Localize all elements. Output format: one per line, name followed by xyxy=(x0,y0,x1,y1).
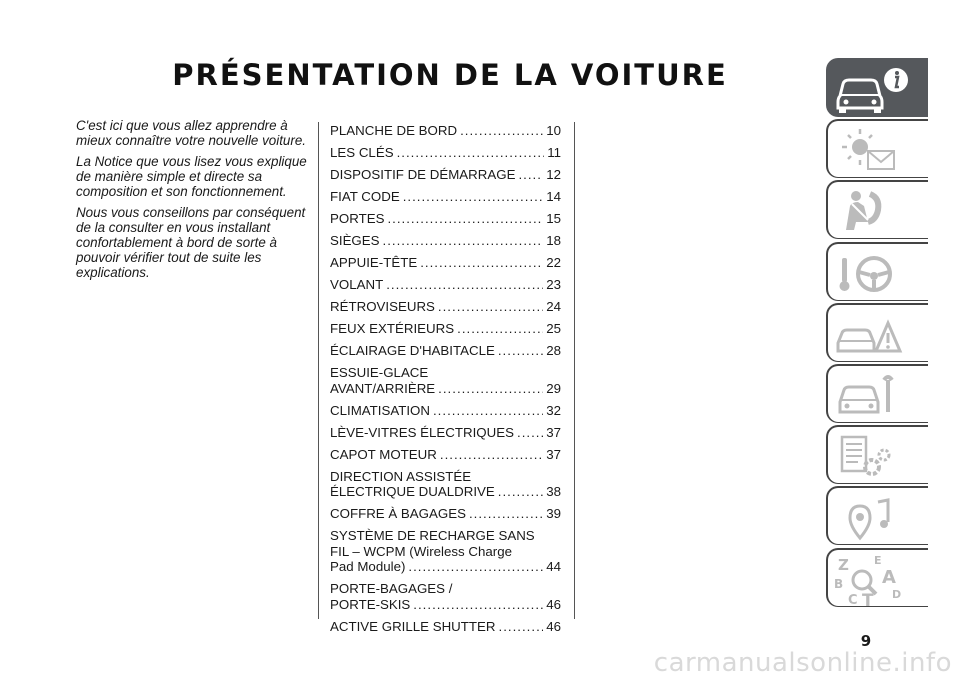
toc-entry-page: 24 xyxy=(546,299,561,314)
toc-leader-dots xyxy=(457,321,543,337)
toc-entry-page: 29 xyxy=(546,380,561,396)
toc-leader-dots xyxy=(438,299,543,315)
toc-entry-title-line: FIL – WCPM (Wireless Charge xyxy=(330,543,513,559)
toc-entry-line xyxy=(330,506,561,522)
column-divider-right xyxy=(574,122,575,619)
toc-leader-dots xyxy=(440,447,543,463)
toc-leader-dots xyxy=(433,403,543,419)
toc-leader-dots xyxy=(403,189,544,205)
toc-entry-line xyxy=(330,211,561,227)
chapter-tab-starting-driving[interactable] xyxy=(826,242,928,301)
toc-leader-dots xyxy=(438,381,543,397)
toc-leader-dots xyxy=(498,343,543,359)
svg-text:B: B xyxy=(834,576,844,591)
toc-entry-line xyxy=(330,484,561,500)
svg-text:C: C xyxy=(848,592,858,608)
specifications-gears-icon xyxy=(828,427,930,486)
page-title: PRÉSENTATION DE LA VOITURE xyxy=(172,58,728,92)
toc-entry-title: SIÈGES xyxy=(330,233,380,248)
svg-text:E: E xyxy=(874,553,882,567)
table-of-contents xyxy=(330,123,561,641)
toc-entry-page: 23 xyxy=(546,277,561,292)
toc-leader-dots xyxy=(460,123,543,139)
toc-entry-line xyxy=(330,619,561,635)
toc-leader-dots xyxy=(517,425,543,441)
toc-entry-title: LÈVE-VITRES ÉLECTRIQUES xyxy=(330,424,514,440)
intro-paragraph: La Notice que vous lisez vous explique de manière simple et directe sa composition et son fonctionnement. xyxy=(76,154,307,199)
toc-entry-line xyxy=(330,167,561,183)
chapter-tab-index[interactable] xyxy=(826,548,928,607)
multimedia-navigation-icon xyxy=(828,488,930,547)
toc-entry-page: 28 xyxy=(546,343,561,358)
toc-entry-line xyxy=(330,145,561,161)
toc-entry-title-line: DIRECTION ASSISTÉE xyxy=(330,468,472,484)
toc-entry[interactable] xyxy=(330,447,561,463)
toc-entry[interactable] xyxy=(330,619,561,635)
toc-entry-title: APPUIE-TÊTE xyxy=(330,255,418,270)
toc-entry-line xyxy=(330,255,561,271)
toc-entry-line xyxy=(330,597,561,613)
toc-entry-title: ÉCLAIRAGE D'HABITACLE xyxy=(330,343,495,358)
toc-entry[interactable] xyxy=(330,189,561,205)
toc-leader-dots xyxy=(498,484,543,500)
toc-entry[interactable] xyxy=(330,365,561,396)
toc-leader-dots xyxy=(469,506,543,522)
toc-entry-page: 22 xyxy=(546,255,561,270)
chapter-tab-technical-data[interactable] xyxy=(826,425,928,484)
toc-entry-line xyxy=(330,559,561,575)
warning-lights-message-icon xyxy=(828,121,930,180)
chapter-tab-warning-lights[interactable] xyxy=(826,119,928,178)
toc-entry-title: Pad Module) xyxy=(330,559,406,574)
intro-text xyxy=(76,118,308,286)
toc-entry-page: 14 xyxy=(546,189,561,204)
toc-entry-title-line: ESSUIE-GLACE xyxy=(330,365,429,380)
toc-entry-title: CLIMATISATION xyxy=(330,402,430,418)
toc-entry-title: ÉLECTRIQUE DUALDRIVE xyxy=(330,484,495,499)
toc-leader-dots xyxy=(386,277,543,293)
toc-entry-line xyxy=(330,277,561,293)
column-divider-left xyxy=(318,122,319,619)
toc-entry-page: 46 xyxy=(546,596,561,612)
toc-entry-page: 15 xyxy=(546,211,561,226)
toc-entry-title: PORTES xyxy=(330,211,385,226)
toc-leader-dots xyxy=(383,233,544,249)
toc-entry-title: PLANCHE DE BORD xyxy=(330,123,458,138)
toc-entry-page: 39 xyxy=(546,506,561,521)
svg-text:Z: Z xyxy=(838,555,849,574)
airbag-seat-icon xyxy=(828,182,930,241)
toc-entry[interactable] xyxy=(330,321,561,337)
toc-entry[interactable] xyxy=(330,123,561,139)
toc-entry-title-line: SYSTÈME DE RECHARGE SANS xyxy=(330,528,535,543)
toc-entry-page: 18 xyxy=(546,233,561,248)
toc-entry[interactable] xyxy=(330,233,561,249)
toc-entry-title-line: PORTE-BAGAGES / xyxy=(330,581,453,596)
car-info-icon xyxy=(826,58,928,117)
toc-entry-title: CAPOT MOTEUR xyxy=(330,446,437,462)
svg-text:T: T xyxy=(862,590,874,609)
toc-leader-dots xyxy=(397,145,545,161)
toc-entry[interactable] xyxy=(330,255,561,271)
toc-entry[interactable] xyxy=(330,277,561,293)
toc-entry[interactable] xyxy=(330,145,561,161)
toc-entry-title: AVANT/ARRIÈRE xyxy=(330,380,436,396)
toc-entry-page: 38 xyxy=(546,484,561,499)
toc-entry[interactable] xyxy=(330,403,561,419)
road-warning-icon xyxy=(828,305,930,364)
toc-entry-page: 32 xyxy=(546,402,561,418)
toc-entry-page: 44 xyxy=(546,559,561,574)
chapter-tab-safety[interactable] xyxy=(826,180,928,239)
chapter-tab-car-info[interactable] xyxy=(826,58,928,117)
toc-entry-title: ACTIVE GRILLE SHUTTER xyxy=(330,618,496,634)
intro-paragraph: C'est ici que vous allez apprendre à mieux connaître votre nouvelle voiture. xyxy=(76,118,306,148)
toc-entry-line xyxy=(330,189,561,205)
toc-entry-line xyxy=(330,425,561,441)
toc-entry[interactable] xyxy=(330,528,561,575)
toc-entry-title: RÉTROVISEURS xyxy=(330,299,435,314)
toc-leader-dots xyxy=(413,597,543,613)
toc-entry-title: VOLANT xyxy=(330,277,384,292)
key-steering-wheel-icon xyxy=(828,244,930,303)
toc-leader-dots xyxy=(499,619,544,635)
toc-entry-page: 10 xyxy=(546,123,561,138)
toc-entry-title: PORTE-SKIS xyxy=(330,596,411,612)
toc-entry-line xyxy=(330,343,561,359)
toc-entry-line xyxy=(330,233,561,249)
toc-leader-dots xyxy=(420,255,543,271)
toc-entry-line xyxy=(330,321,561,337)
toc-leader-dots xyxy=(387,211,543,227)
watermark: carmanualsonline.info xyxy=(653,648,952,678)
toc-entry[interactable] xyxy=(330,343,561,359)
toc-entry[interactable] xyxy=(330,506,561,522)
toc-entry[interactable] xyxy=(330,167,561,183)
toc-entry-title: COFFRE À BAGAGES xyxy=(330,506,466,521)
intro-paragraph: Nous vous conseillons par conséquent de la consulter en vous installant confortablement à bord de sorte à pouvoir vérifier tout de suite les explications. xyxy=(76,205,306,280)
toc-entry-title: FIAT CODE xyxy=(330,189,400,204)
toc-entry-page: 11 xyxy=(547,145,561,160)
toc-entry[interactable] xyxy=(330,469,561,500)
svg-text:A: A xyxy=(882,566,896,588)
toc-entry-title: LES CLÉS xyxy=(330,145,394,160)
toc-entry-title: FEUX EXTÉRIEURS xyxy=(330,321,455,336)
toc-entry-page: 37 xyxy=(546,446,561,462)
toc-leader-dots xyxy=(408,559,543,575)
chapter-tab-multimedia[interactable] xyxy=(826,486,928,545)
toc-entry[interactable] xyxy=(330,581,561,612)
toc-entry-line xyxy=(330,381,561,397)
toc-entry-page: 25 xyxy=(546,321,561,336)
alphabetical-index-icon xyxy=(828,550,930,609)
toc-entry[interactable] xyxy=(330,211,561,227)
page-number: 9 xyxy=(860,632,872,650)
toc-entry-line xyxy=(330,447,561,463)
toc-leader-dots xyxy=(518,167,543,183)
chapter-tab-servicing[interactable] xyxy=(826,364,928,423)
svg-text:D: D xyxy=(892,587,902,601)
toc-entry-page: 12 xyxy=(546,167,561,182)
chapter-tab-emergency[interactable] xyxy=(826,303,928,362)
toc-entry[interactable] xyxy=(330,299,561,315)
chapter-tabs xyxy=(826,58,928,609)
toc-entry-line xyxy=(330,299,561,315)
toc-entry-page: 46 xyxy=(546,618,561,634)
toc-entry-line xyxy=(330,123,561,139)
toc-entry-line xyxy=(330,403,561,419)
car-service-tools-icon xyxy=(828,366,930,425)
toc-entry[interactable] xyxy=(330,425,561,441)
toc-entry-page: 37 xyxy=(546,424,561,440)
toc-entry-title: DISPOSITIF DE DÉMARRAGE xyxy=(330,167,516,182)
